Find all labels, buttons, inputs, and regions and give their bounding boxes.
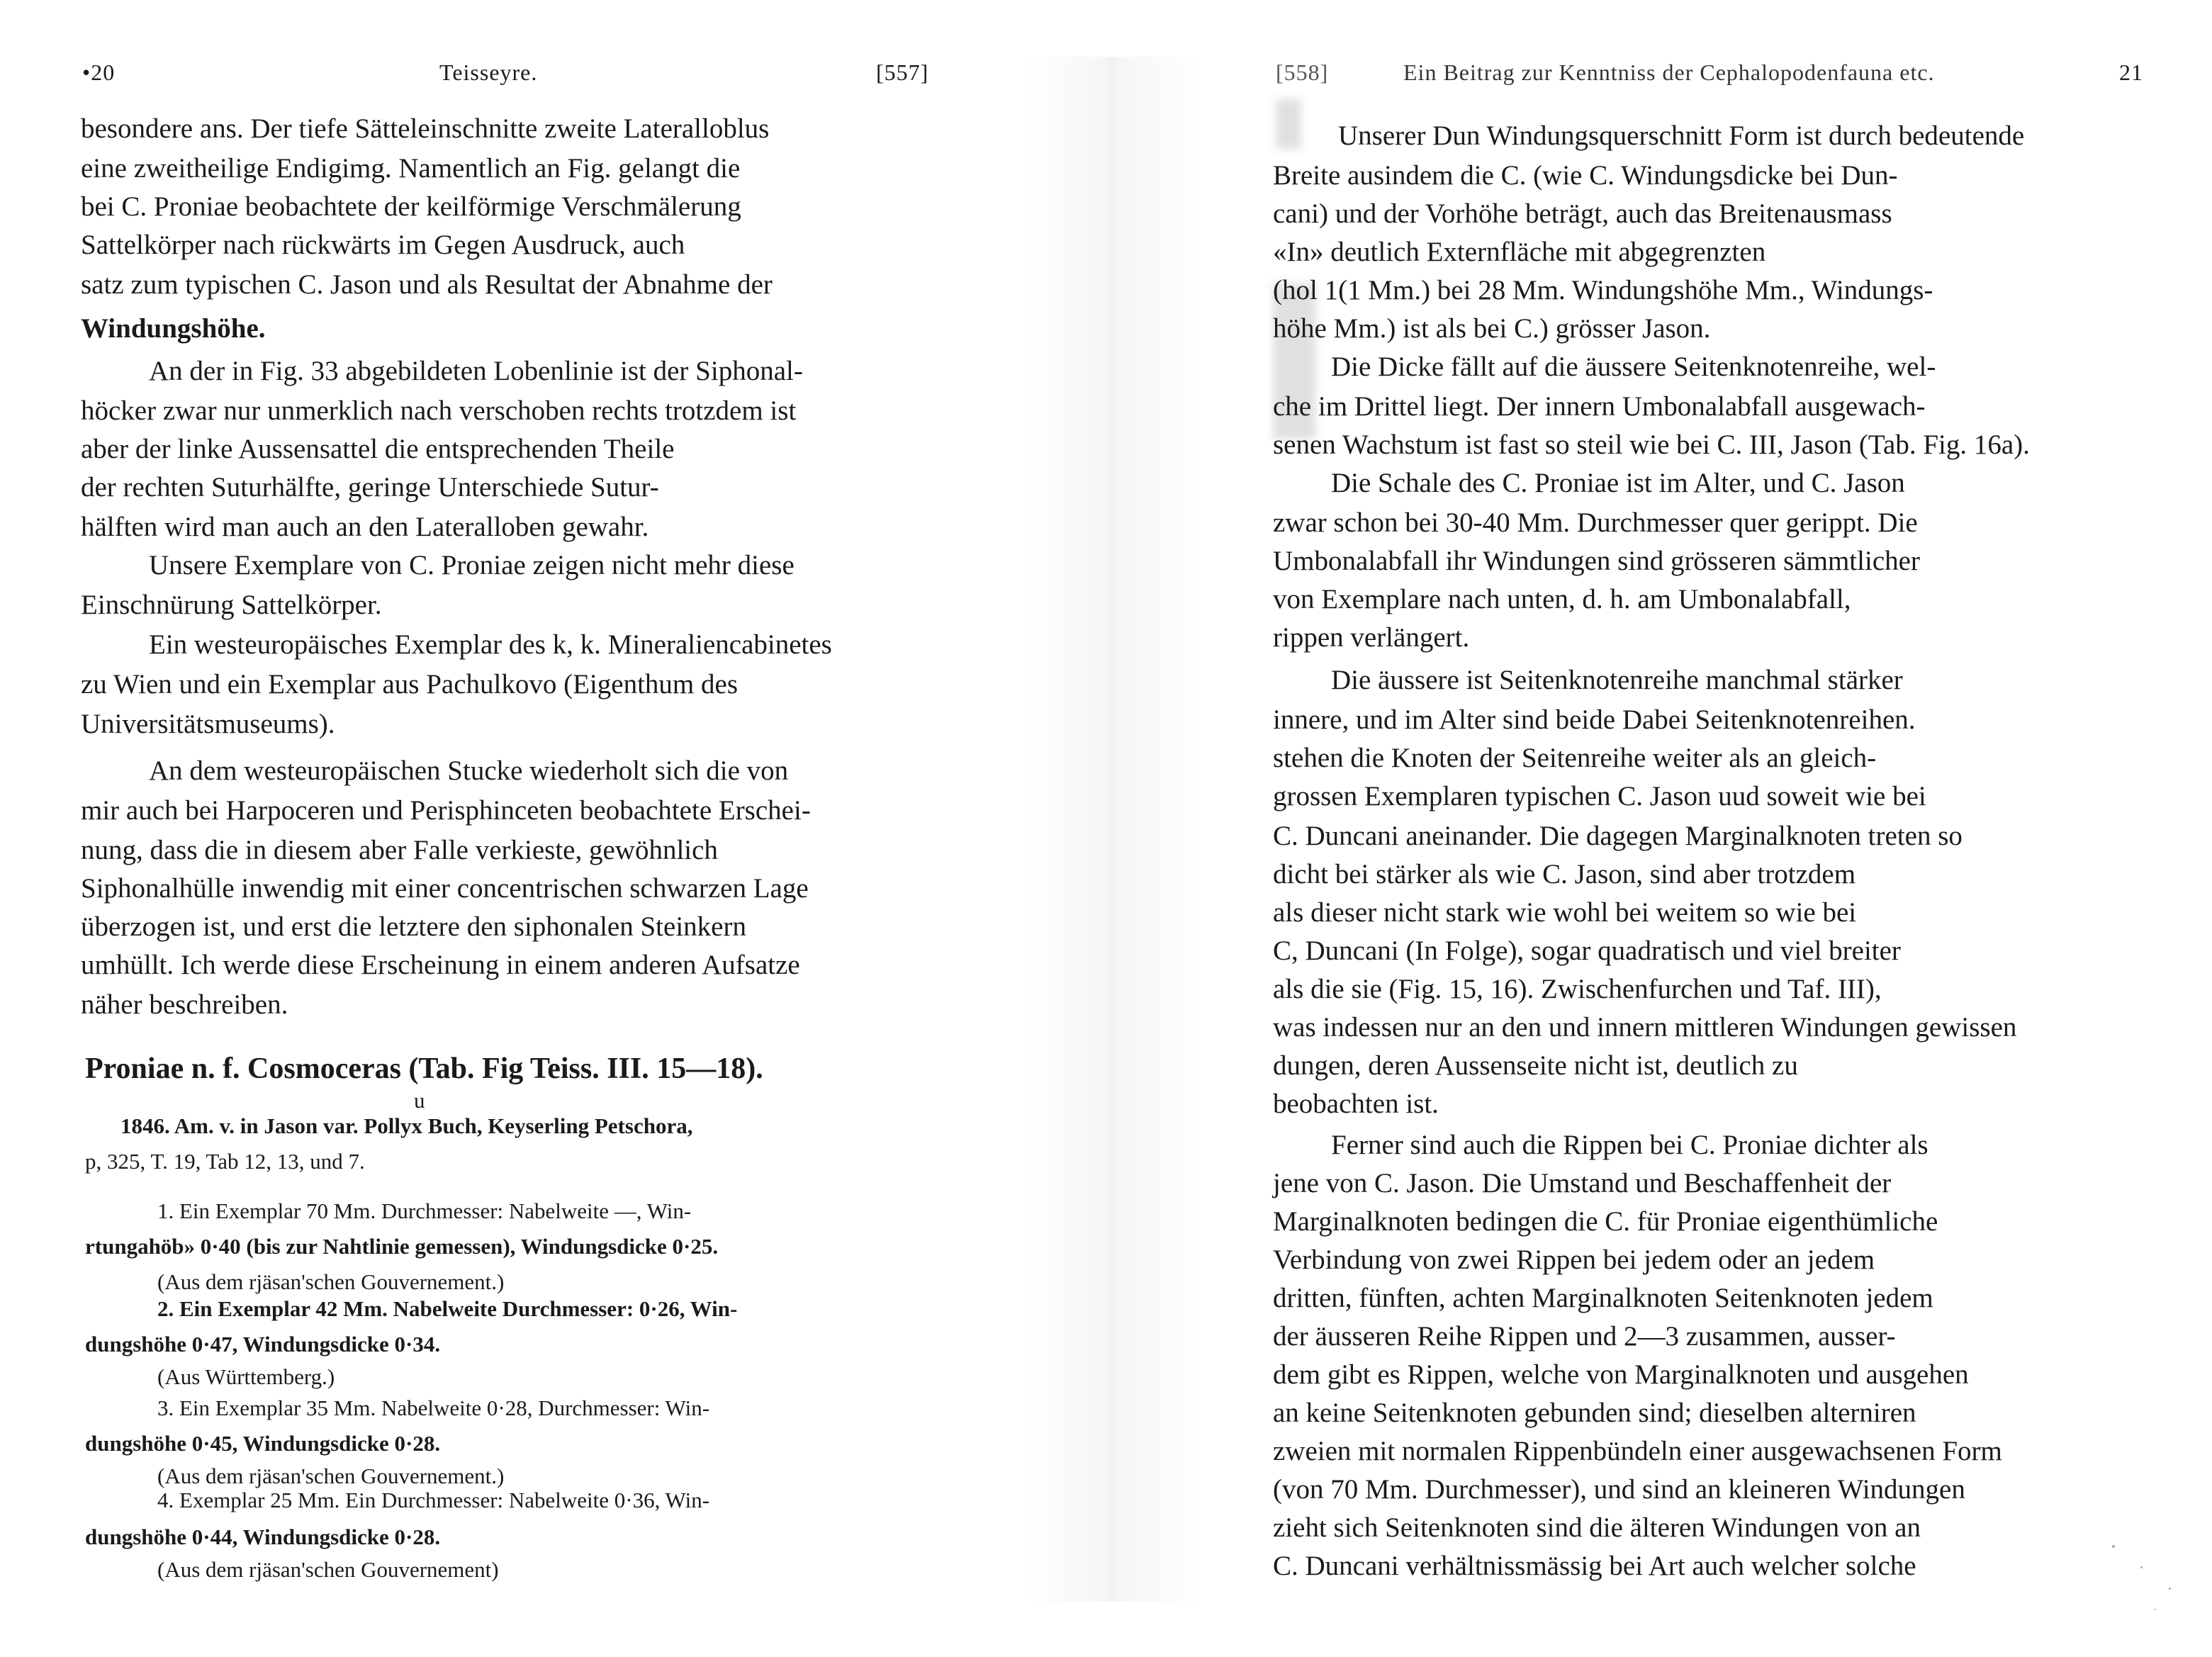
heading-fragment: u	[414, 1088, 425, 1113]
text-line: als dieser nicht stark wie wohl bei weitem so wie bei	[1273, 897, 1857, 928]
text-line: überzogen ist, und erst die letztere den siphonalen Steinkern	[81, 911, 746, 942]
text-line: rippen verlängert.	[1273, 622, 1470, 653]
text-line: Unsere Exemplare von C. Proniae zeigen nicht mehr diese	[149, 550, 795, 580]
synonymy-line: 1846. Am. v. in Jason var. Pollyx Buch, Keyserling Petschora,	[120, 1113, 693, 1138]
text-line: zu Wien und ein Exemplar aus Pachulkovo (Eigenthum des	[81, 669, 738, 700]
text-line: an keine Seitenknoten gebunden sind; dieselben alterniren	[1273, 1398, 1916, 1428]
text-line: hälften wird man auch an den Lateralloben gewahr.	[81, 512, 649, 542]
specimen-line: dungshöhe 0·45, Windungsdicke 0·28.	[85, 1431, 441, 1456]
text-line: Marginalknoten bedingen die C. für Proniae eigenthümliche	[1273, 1206, 1938, 1237]
text-line: höhe Mm.) ist als bei C.) grösser Jason.	[1273, 313, 1711, 344]
specimen-line: 1. Ein Exemplar 70 Mm. Durchmesser: Nabelweite —, Win-	[157, 1198, 692, 1223]
text-line: senen Wachstum ist fast so steil wie bei C. III, Jason (Tab. Fig. 16a).	[1273, 429, 2030, 460]
scan-speck	[2155, 1609, 2156, 1610]
text-line: Ein westeuropäisches Exemplar des k, k. Mineraliencabinetes	[149, 629, 832, 660]
text-line: aber der linke Aussensattel die entsprechenden Theile	[81, 434, 675, 464]
text-line: satz zum typischen C. Jason und als Resultat der Abnahme der	[81, 269, 773, 300]
text-line: An der in Fig. 33 abgebildeten Lobenlinie ist der Siphonal-	[149, 356, 803, 386]
scan-smudge	[1276, 99, 1301, 149]
text-line: Die Dicke fällt auf die äussere Seitenknotenreihe, wel-	[1331, 352, 1936, 382]
text-line: C. Duncani verhältnissmässig bei Art auch welcher solche	[1273, 1551, 1916, 1581]
specimen-line: (Aus dem rjäsan'schen Gouvernement.)	[157, 1269, 505, 1294]
text-line: als die sie (Fig. 15, 16). Zwischenfurchen und Taf. III),	[1273, 974, 1882, 1004]
text-line: Einschnürung Sattelkörper.	[81, 590, 382, 620]
scan-speck	[2112, 1545, 2115, 1548]
synonymy-line: p, 325, T. 19, Tab 12, 13, und 7.	[85, 1149, 365, 1174]
text-line: beobachten ist.	[1273, 1089, 1439, 1119]
text-line: Breite ausindem die C. (wie C. Windungsdicke bei Dun-	[1273, 160, 1898, 191]
text-line: höcker zwar nur unmerklich nach verschoben rechts trotzdem ist	[81, 395, 797, 426]
text-line: stehen die Knoten der Seitenreihe weiter als an gleich-	[1273, 743, 1877, 773]
text-line: (hol 1(1 Mm.) bei 28 Mm. Windungshöhe Mm., Windungs-	[1273, 275, 1933, 305]
text-line: dritten, fünften, achten Marginalknoten Seitenknoten jedem	[1273, 1283, 1933, 1313]
text-line: umhüllt. Ich werde diese Erscheinung in einem anderen Aufsatze	[81, 950, 800, 980]
page-number: •20	[82, 60, 116, 85]
text-line: Universitätsmuseums).	[81, 709, 335, 739]
text-line: C, Duncani (In Folge), sogar quadratisch und viel breiter	[1273, 936, 1901, 966]
text-line: was indessen nur an den und innern mittleren Windungen gewissen	[1273, 1012, 2017, 1043]
specimen-line: (Aus dem rjäsan'schen Gouvernement)	[157, 1557, 499, 1582]
scan-speck	[2140, 1566, 2143, 1568]
text-line: Die äussere ist Seitenknotenreihe manchmal stärker	[1331, 665, 1903, 695]
specimen-line: rtungahöb» 0·40 (bis zur Nahtlinie gemessen), Windungsdicke 0·25.	[85, 1234, 719, 1259]
running-head: Teisseyre.	[439, 60, 538, 85]
text-line: che im Drittel liegt. Der innern Umbonalabfall ausgewach-	[1273, 391, 1926, 422]
specimen-line: 3. Ein Exemplar 35 Mm. Nabelweite 0·28, Durchmesser: Win-	[157, 1395, 710, 1420]
text-line: zweien mit normalen Rippenbündeln einer ausgewachsenen Form	[1273, 1436, 2002, 1466]
text-line: nung, dass die in diesem aber Falle verkieste, gewöhnlich	[81, 835, 718, 865]
text-line: dicht bei stärker als wie C. Jason, sind aber trotzdem	[1273, 859, 1856, 889]
text-line: innere, und im Alter sind beide Dabei Seitenknotenreihen.	[1273, 704, 1916, 735]
text-line: näher beschreiben.	[81, 989, 288, 1020]
text-line: der rechten Suturhälfte, geringe Unterschiede Sutur-	[81, 472, 659, 502]
text-line: jene von C. Jason. Die Umstand und Beschaffenheit der	[1273, 1168, 1892, 1198]
text-line: (von 70 Mm. Durchmesser), und sind an kleineren Windungen	[1273, 1474, 1965, 1505]
scan-speck	[2169, 1588, 2171, 1590]
running-head: Ein Beitrag zur Kenntniss der Cephalopodenfauna etc.	[1403, 60, 1935, 85]
text-line: bei C. Proniae beobachtete der keilförmige Verschmälerung	[81, 191, 741, 222]
text-line: Siphonalhülle inwendig mit einer concentrischen schwarzen Lage	[81, 873, 809, 904]
text-line: von Exemplare nach unten, d. h. am Umbonalabfall,	[1273, 584, 1851, 614]
right-page	[1106, 0, 2212, 1657]
text-line: mir auch bei Harpoceren und Perisphinceten beobachtete Erschei-	[81, 795, 811, 826]
text-line: Die Schale des C. Proniae ist im Alter, und C. Jason	[1331, 468, 1905, 498]
text-line: Unserer Dun Windungsquerschnitt Form ist durch bedeutende	[1338, 120, 2025, 151]
text-line: der äusseren Reihe Rippen und 2—3 zusammen, ausser-	[1273, 1321, 1896, 1352]
text-line: «In» deutlich Externfläche mit abgegrenzten	[1273, 237, 1766, 267]
bracket-page-number: [558]	[1276, 60, 1329, 85]
specimen-line: (Aus dem rjäsan'schen Gouvernement.)	[157, 1464, 505, 1488]
text-line: cani) und der Vorhöhe beträgt, auch das Breitenausmass	[1273, 198, 1892, 229]
species-heading: Proniae n. f. Cosmoceras (Tab. Fig Teiss. III. 15—18).	[85, 1052, 763, 1085]
text-line: Windungshöhe.	[81, 313, 266, 344]
text-line: grossen Exemplaren typischen C. Jason uud soweit wie bei	[1273, 781, 1926, 811]
specimen-line: dungshöhe 0·44, Windungsdicke 0·28.	[85, 1524, 441, 1549]
text-line: Umbonalabfall ihr Windungen sind grösseren sämmtlicher	[1273, 546, 1920, 576]
text-line: dem gibt es Rippen, welche von Marginalknoten und ausgehen	[1273, 1359, 1969, 1390]
text-line: dungen, deren Aussenseite nicht ist, deutlich zu	[1273, 1050, 1798, 1081]
specimen-line: (Aus Württemberg.)	[157, 1364, 335, 1389]
specimen-line: dungshöhe 0·47, Windungsdicke 0·34.	[85, 1332, 441, 1357]
text-line: zieht sich Seitenknoten sind die älteren Windungen von an	[1273, 1512, 1921, 1543]
text-line: An dem westeuropäischen Stucke wiederholt sich die von	[149, 756, 789, 786]
text-line: Ferner sind auch die Rippen bei C. Proniae dichter als	[1331, 1130, 1929, 1160]
text-line: besondere ans. Der tiefe Sätteleinschnitte zweite Lateralloblus	[81, 113, 770, 144]
bracket-page-number: [557]	[876, 60, 929, 85]
text-line: C. Duncani aneinander. Die dagegen Marginalknoten treten so	[1273, 821, 1963, 851]
text-line: zwar schon bei 30-40 Mm. Durchmesser quer gerippt. Die	[1273, 507, 1918, 538]
text-line: eine zweitheilige Endigimg. Namentlich an Fig. gelangt die	[81, 153, 741, 184]
text-line: Sattelkörper nach rückwärts im Gegen Ausdruck, auch	[81, 230, 685, 260]
specimen-line: 2. Ein Exemplar 42 Mm. Nabelweite Durchmesser: 0·26, Win-	[157, 1296, 738, 1321]
page-number: 21	[2119, 60, 2143, 85]
text-line: Verbindung von zwei Rippen bei jedem oder an jedem	[1273, 1245, 1875, 1275]
specimen-line: 4. Exemplar 25 Mm. Ein Durchmesser: Nabelweite 0·36, Win-	[157, 1488, 710, 1512]
